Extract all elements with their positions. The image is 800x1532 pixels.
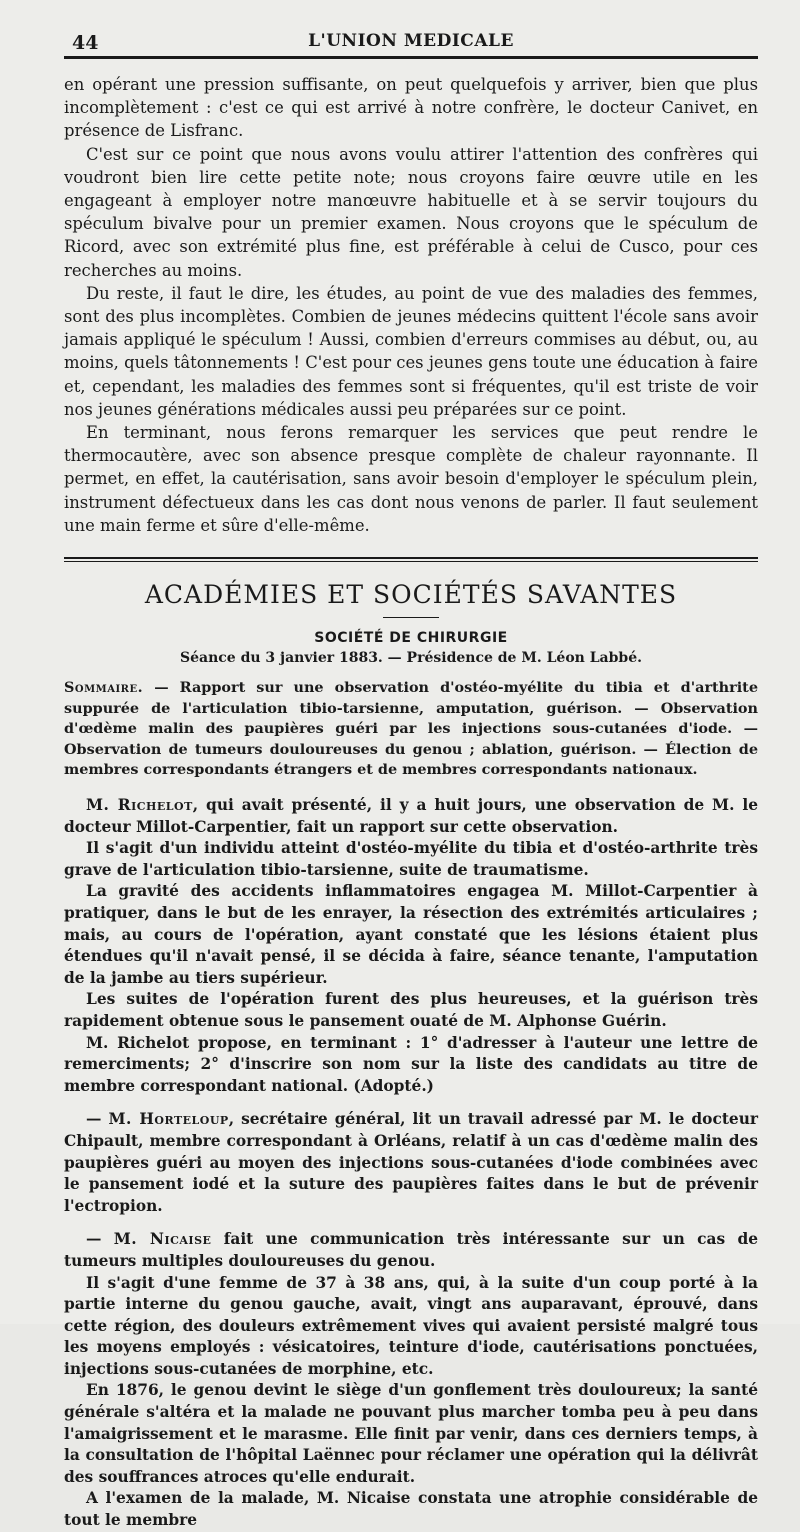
minutes-paragraph: M. Richelot propose, en terminant : 1° d'adresser à l'auteur une lettre de remerciments; 2° d'inscrire son nom sur la liste des candidats au titre de membre correspondant national. (Adopté.) [64,1033,758,1095]
speaker-name: M. Richelot [86,796,193,815]
dash: — [86,1110,109,1129]
minutes-paragraph: Il s'agit d'un individu atteint d'ostéo-myélite du tibia et d'ostéo-arthrite très grave de l'articulation tibio-tarsienne, suite de traumatisme. [64,839,758,879]
minutes-paragraph [64,1229,758,1272]
article-paragraph: En terminant, nous ferons remarquer les services que peut rendre le thermocautère, avec son absence presque complète de chaleur rayonnante. Il permet, en effet, la cautérisation, sans avoir besoin d'employer le spéculum plein, instrument défectueux dans les cas dont nous venons de parler. Il faut seulement une main ferme et sûre d'elle-même. [64,423,758,535]
summary [64,678,758,781]
speaker-name: M. Horteloup [108,1110,229,1129]
minutes-text: , secrétaire général, lit un travail adressé par M. le docteur Chipault, membre correspondant à Orléans, relatif à un cas d'œdème malin des paupières guéri au moyen des injections sous-cutanées d'iode combinées avec le pansement iodé et la suture des paupières faites dans le but de prévenir l'ectropion. [64,1110,759,1215]
section-divider [64,557,758,562]
article-continuation [64,73,758,537]
minutes-paragraph: Il s'agit d'une femme de 37 à 38 ans, qui, à la suite d'un coup porté à la partie interne du genou gauche, avait, vingt ans auparavant, éprouvé, dans cette région, des douleurs extrêmement vives qui avaient persisté malgré tous les moyens employés : vésicatoires, teinture d'iode, cautérisations ponctuées, injections sous-cutanées de morphine, etc. [64,1273,758,1378]
minutes-paragraph [64,1109,758,1217]
minutes-paragraph: En 1876, le genou devint le siège d'un gonflement très douloureux; la santé générale s'altéra et la malade ne pouvant plus marcher tomba peu à peu dans l'amaigrissement et le marasme. Elle finit par venir, dans ces derniers temps, à la consultation de l'hôpital Laënnec pour réclamer une opération qui la délivrât des souffrances atroces qu'elle endurait. [64,1381,758,1486]
minutes-text: fait une communication très intéressante sur un cas de tumeurs multiples douloureuses du genou. [64,1230,759,1270]
page-number: 44 [72,32,99,54]
running-title: L'UNION MEDICALE [308,31,514,51]
dash: — [86,1230,114,1249]
minutes-paragraph [64,795,758,838]
page-header [64,26,758,59]
minutes-paragraph: La gravité des accidents inflammatoires engagea M. Millot-Carpentier à pratiquer, dans le but de les enrayer, la résection des extrémités articulaires ; mais, au cours de l'opération, ayant constaté que les lésions étaient plus étendues qu'il n'avait pensé, il se décida à faire, séance tenante, l'amputation de la jambe au tiers supérieur. [64,882,758,987]
session-line: Séance du 3 janvier 1883. — Présidence de M. Léon Labbé. [180,650,642,667]
article-paragraph: C'est sur ce point que nous avons voulu attirer l'attention des confrères qui voudront bien lire cette petite note; nous croyons faire œuvre utile en les engageant à employer notre manœuvre habituelle et à se servir toujours du spéculum bivalve pour un premier examen. Nous croyons que le spéculum de Ricord, avec son extrémité plus fine, est préférable à celui de Cusco, pour ces recherches au moins. [64,144,758,280]
summary-text: — Rapport sur une observation d'ostéo-myélite du tibia et d'arthrite suppurée de l'articulation tibio-tarsienne, amputation, guérison. — Observation d'œdème malin des paupières guéri par les injections sous-cutanées d'iode. — Observation de tumeurs douloureuses du genou ; ablation, guérison. — Élection de membres correspondants étrangers et de membres correspondants nationaux. [64,679,758,779]
summary-label: Sommaire. [64,679,144,697]
section-heading: ACADÉMIES ET SOCIÉTÉS SAVANTES [144,580,678,610]
society-title: SOCIÉTÉ DE CHIRURGIE [314,630,508,647]
minutes-paragraph: Les suites de l'opération furent des plus heureuses, et la guérison très rapidement obtenue sous le pansement ouaté de M. Alphonse Guérin. [64,990,758,1030]
minutes-paragraph: A l'examen de la malade, M. Nicaise constata une atrophie considérable de tout le membre [64,1489,758,1530]
article-paragraph: en opérant une pression suffisante, on peut quelquefois y arriver, bien que plus incomplètement : c'est ce qui est arrivé à notre confrère, le docteur Canivet, en présence de Lisfranc. [64,75,758,141]
session-minutes [64,795,758,1532]
heading-rule [383,617,439,618]
minutes-text: , qui avait présenté, il y a huit jours, une observation de M. le docteur Millot-Carpentier, fait un rapport sur cette observation. [64,796,758,836]
article-paragraph: Du reste, il faut le dire, les études, au point de vue des maladies des femmes, sont des plus incomplètes. Combien de jeunes médecins quittent l'école sans avoir jamais appliqué le spéculum ! Aussi, combien d'erreurs commises au début, ou, au moins, quels tâtonnements ! C'est pour ces jeunes gens toute une éducation à faire et, cependant, les maladies des femmes sont si fréquentes, qu'il est triste de voir nos jeunes générations médicales aussi peu préparées sur ce point. [64,283,758,419]
speaker-name: M. Nicaise [113,1230,212,1249]
